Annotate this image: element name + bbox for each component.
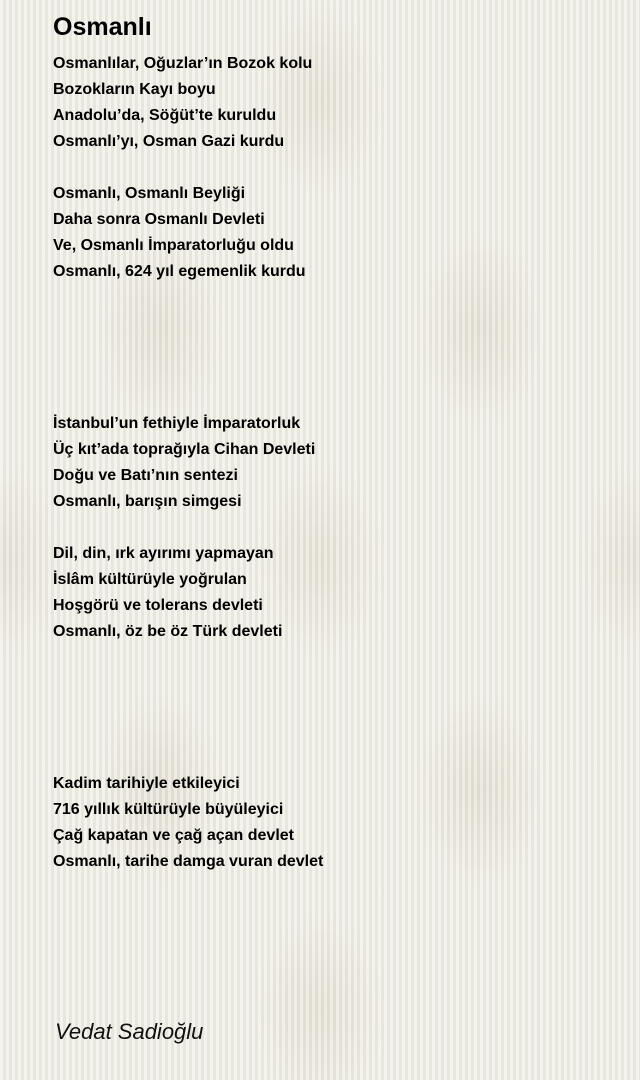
poem-line: 716 yıllık kültürüyle büyüleyici (53, 801, 284, 818)
stanza-2 (53, 181, 306, 285)
poem-line: Hoşgörü ve tolerans devleti (53, 597, 263, 614)
poem-line: Osmanlı’yı, Osman Gazi kurdu (53, 133, 285, 150)
stanza-3 (53, 411, 315, 515)
poem-line: Ve, Osmanlı İmparatorluğu oldu (53, 237, 294, 254)
poem-line: Üç kıt’ada toprağıyla Cihan Devleti (53, 441, 316, 458)
poem-line: Doğu ve Batı’nın sentezi (53, 467, 238, 484)
stanza-5 (53, 771, 323, 875)
stanza-1 (53, 51, 312, 155)
poem-line: Daha sonra Osmanlı Devleti (53, 211, 265, 228)
stanza-4 (53, 541, 282, 645)
poem-title: Osmanlı (53, 13, 152, 41)
poem-line: Dil, din, ırk ayırımı yapmayan (53, 545, 274, 562)
poem-line: Osmanlılar, Oğuzlar’ın Bozok kolu (53, 55, 313, 72)
poem-line: Osmanlı, 624 yıl egemenlik kurdu (53, 263, 306, 280)
poem-line: Osmanlı, öz be öz Türk devleti (53, 623, 283, 640)
poem-line: Çağ kapatan ve çağ açan devlet (53, 827, 294, 844)
poem-line: Bozokların Kayı boyu (53, 81, 216, 98)
poem-line: Kadim tarihiyle etkileyici (53, 775, 240, 792)
poem-line: Osmanlı, tarihe damga vuran devlet (53, 853, 324, 870)
poem-line: İslâm kültürüyle yoğrulan (53, 571, 247, 588)
poem-line: Osmanlı, barışın simgesi (53, 493, 242, 510)
poem-author: Vedat Sadioğlu (55, 1019, 204, 1044)
poem-line: Anadolu’da, Söğüt’te kuruldu (53, 107, 277, 124)
poem-line: İstanbul’un fethiyle İmparatorluk (53, 415, 301, 432)
poem-line: Osmanlı, Osmanlı Beyliği (53, 185, 246, 202)
